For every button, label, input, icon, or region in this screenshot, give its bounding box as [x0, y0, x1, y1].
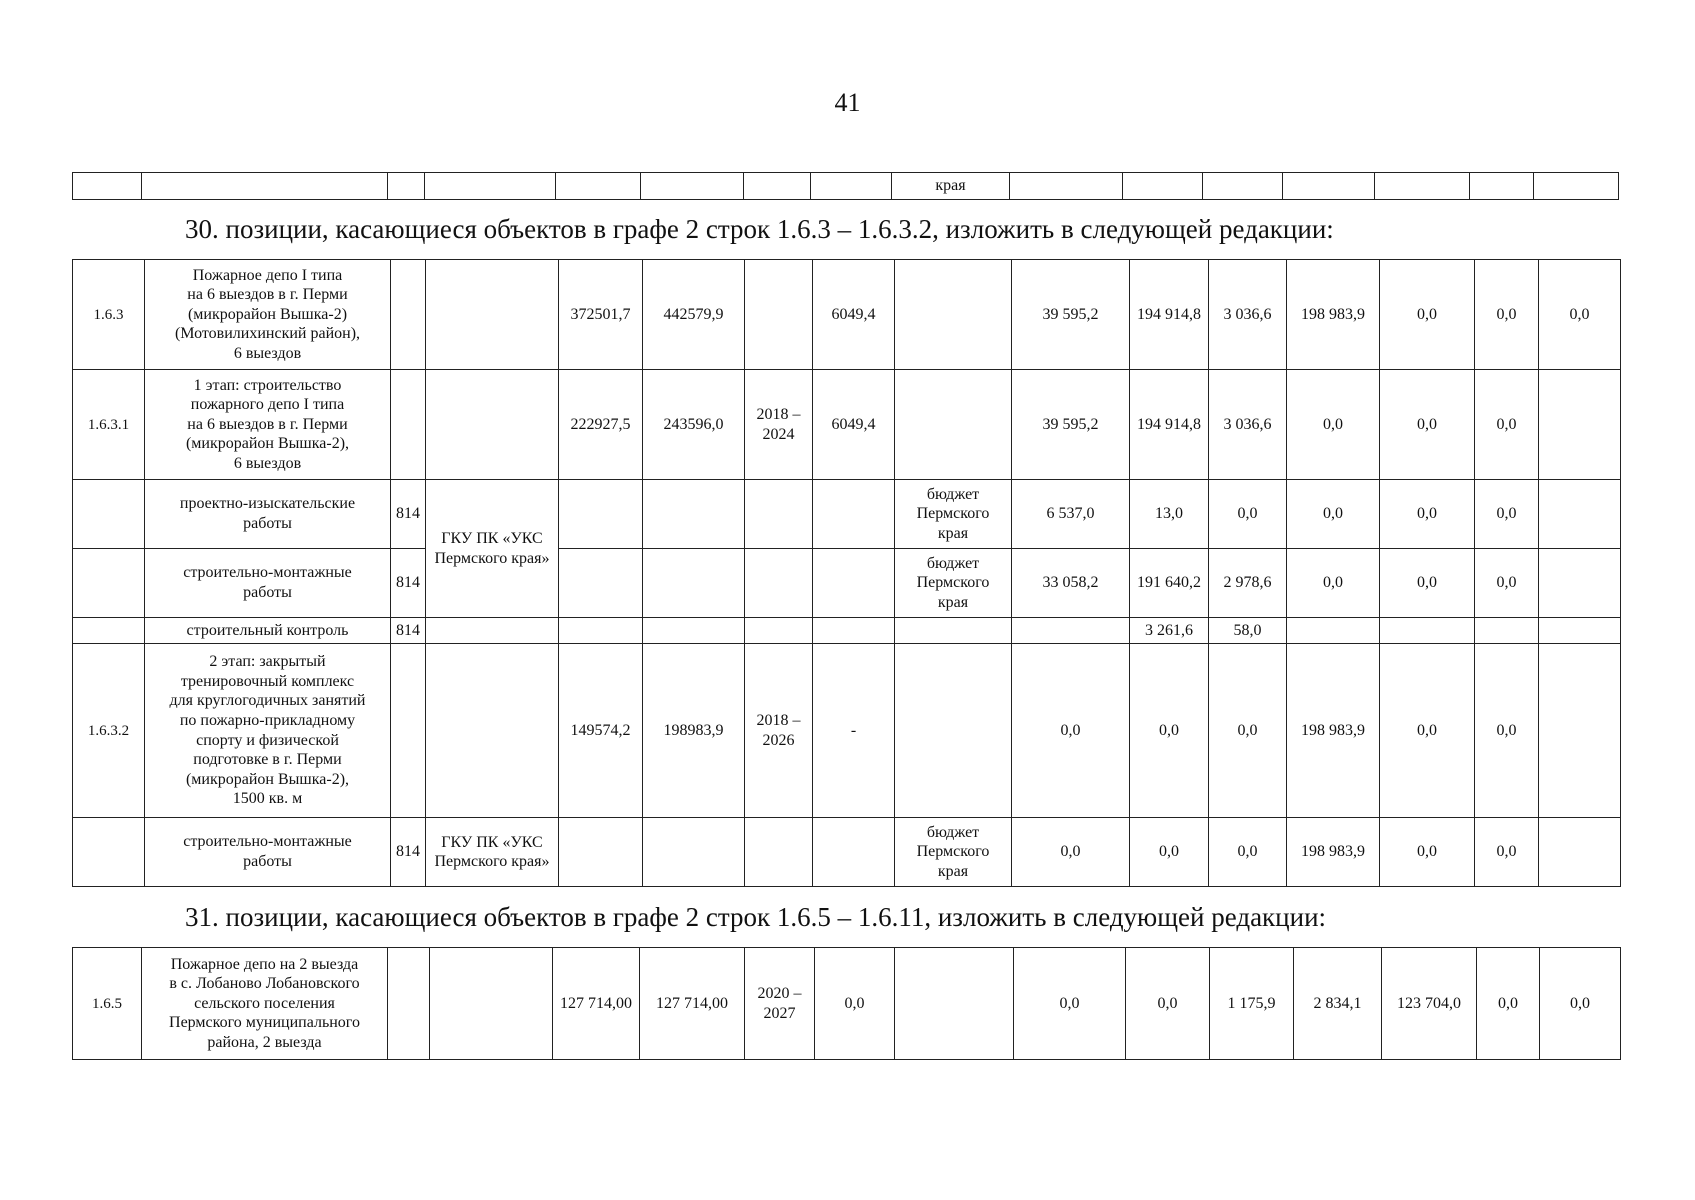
period-cell — [745, 818, 813, 887]
finance-value: 39 595,2 — [1012, 370, 1130, 480]
grbs-code: 814 — [391, 818, 426, 887]
finance-value: 0,0 — [1475, 370, 1539, 480]
finance-value: 194 914,8 — [1130, 370, 1209, 480]
cost-value: 127 714,00 — [640, 948, 745, 1060]
grbs-code: 814 — [391, 618, 426, 644]
finance-value: 6 537,0 — [1012, 480, 1130, 549]
cost-value — [643, 618, 745, 644]
grbs-code: 814 — [391, 480, 426, 549]
object-name: 2 этап: закрытый тренировочный комплекс для круглогодичных занятий по пожарно-прикладному спорту и физической подготовке в г. Перми (микрорайон Вышка-2), 1500 кв. м — [145, 644, 391, 818]
finance-value: 0,0 — [1012, 818, 1130, 887]
table-cell — [1375, 173, 1470, 200]
executor-cell — [426, 260, 559, 370]
table-row — [73, 644, 1621, 818]
finance-value: 0,0 — [1126, 948, 1210, 1060]
finance-value: 3 261,6 — [1130, 618, 1209, 644]
work-type: строительный контроль — [145, 618, 391, 644]
area-value — [813, 818, 895, 887]
funding-source — [895, 618, 1012, 644]
finance-value: 2 978,6 — [1209, 549, 1287, 618]
finance-value: 0,0 — [1475, 549, 1539, 618]
funding-source: бюджет Пермского края — [895, 818, 1012, 887]
funding-source: бюджет Пермского края — [895, 480, 1012, 549]
finance-value: 0,0 — [1475, 818, 1539, 887]
finance-value: 0,0 — [1012, 644, 1130, 818]
finance-value: 0,0 — [1380, 260, 1475, 370]
work-type: строительно-монтажные работы — [145, 549, 391, 618]
finance-value: 0,0 — [1287, 480, 1380, 549]
finance-value — [1539, 818, 1621, 887]
period-cell — [745, 549, 813, 618]
cost-value — [643, 549, 745, 618]
area-value: 0,0 — [815, 948, 895, 1060]
finance-value: 198 983,9 — [1287, 818, 1380, 887]
table-cell — [425, 173, 556, 200]
finance-value: 0,0 — [1540, 948, 1621, 1060]
executor-cell — [426, 618, 559, 644]
executor-cell — [430, 948, 553, 1060]
row-code — [73, 480, 145, 549]
table-cell — [811, 173, 892, 200]
row-code: 1.6.3 — [73, 260, 145, 370]
finance-value: 198 983,9 — [1287, 260, 1380, 370]
grbs-cell — [388, 948, 430, 1060]
finance-value: 0,0 — [1209, 644, 1287, 818]
table-row — [73, 480, 1621, 549]
capacity-value — [559, 480, 643, 549]
finance-value: 3 036,6 — [1209, 260, 1287, 370]
funding-source — [895, 370, 1012, 480]
row-code — [73, 549, 145, 618]
grbs-cell — [391, 370, 426, 480]
table-cell — [1534, 173, 1619, 200]
funding-source — [895, 948, 1014, 1060]
area-value: 6049,4 — [813, 260, 895, 370]
table-cell — [556, 173, 641, 200]
cost-value: 243596,0 — [643, 370, 745, 480]
row-code — [73, 818, 145, 887]
capacity-value — [559, 818, 643, 887]
finance-value — [1475, 618, 1539, 644]
work-type: проектно-изыскательские работы — [145, 480, 391, 549]
cost-value: 442579,9 — [643, 260, 745, 370]
area-value: - — [813, 644, 895, 818]
funding-source: бюджет Пермского края — [895, 549, 1012, 618]
finance-value — [1012, 618, 1130, 644]
table-cell — [388, 173, 425, 200]
finance-value: 0,0 — [1287, 549, 1380, 618]
previous-table-fragment — [72, 172, 1619, 200]
table-cell — [744, 173, 811, 200]
finance-value: 0,0 — [1380, 644, 1475, 818]
finance-value: 123 704,0 — [1382, 948, 1477, 1060]
finance-value: 2 834,1 — [1294, 948, 1382, 1060]
executor-name: ГКУ ПК «УКС Пермского края» — [426, 480, 559, 618]
area-value: 6049,4 — [813, 370, 895, 480]
page-number: 41 — [834, 88, 861, 117]
object-name: Пожарное депо на 2 выезда в с. Лобаново Лобановского сельского поселения Пермского муниципального района, 2 выезда — [142, 948, 388, 1060]
grbs-cell — [391, 260, 426, 370]
finance-value — [1380, 618, 1475, 644]
period-cell: 2018 – 2024 — [745, 370, 813, 480]
finance-value: 0,0 — [1539, 260, 1621, 370]
finance-value: 0,0 — [1130, 818, 1209, 887]
finance-value: 0,0 — [1287, 370, 1380, 480]
table-cell — [73, 173, 142, 200]
table-cell — [142, 173, 388, 200]
row-code: 1.6.3.2 — [73, 644, 145, 818]
finance-value: 0,0 — [1014, 948, 1126, 1060]
table-cell: края — [892, 173, 1010, 200]
table-row — [73, 549, 1621, 618]
table-cell — [1203, 173, 1283, 200]
section-30-table — [72, 259, 1621, 887]
finance-value: 0,0 — [1475, 260, 1539, 370]
period-cell — [745, 480, 813, 549]
cost-value: 198983,9 — [643, 644, 745, 818]
capacity-value: 372501,7 — [559, 260, 643, 370]
area-value — [813, 480, 895, 549]
finance-value: 194 914,8 — [1130, 260, 1209, 370]
table-row — [73, 818, 1621, 887]
finance-value — [1539, 644, 1621, 818]
capacity-value: 149574,2 — [559, 644, 643, 818]
finance-value: 0,0 — [1475, 644, 1539, 818]
finance-value: 0,0 — [1380, 549, 1475, 618]
finance-value: 0,0 — [1380, 480, 1475, 549]
capacity-value: 222927,5 — [559, 370, 643, 480]
finance-value — [1287, 618, 1380, 644]
period-cell — [745, 260, 813, 370]
finance-value — [1539, 480, 1621, 549]
table-cell — [1470, 173, 1534, 200]
period-cell: 2020 – 2027 — [745, 948, 815, 1060]
finance-value: 191 640,2 — [1130, 549, 1209, 618]
finance-value — [1539, 549, 1621, 618]
table-row — [73, 618, 1621, 644]
finance-value: 39 595,2 — [1012, 260, 1130, 370]
executor-cell — [426, 370, 559, 480]
work-type: строительно-монтажные работы — [145, 818, 391, 887]
executor-cell — [426, 644, 559, 818]
row-code: 1.6.5 — [73, 948, 142, 1060]
finance-value: 0,0 — [1130, 644, 1209, 818]
object-name: 1 этап: строительство пожарного депо I типа на 6 выездов в г. Перми (микрорайон Вышка-2), 6 выездов — [145, 370, 391, 480]
capacity-value — [559, 618, 643, 644]
table-row — [73, 948, 1621, 1060]
grbs-code: 814 — [391, 549, 426, 618]
finance-value: 0,0 — [1477, 948, 1540, 1060]
period-cell — [745, 618, 813, 644]
finance-value: 0,0 — [1380, 818, 1475, 887]
row-code: 1.6.3.1 — [73, 370, 145, 480]
finance-value: 33 058,2 — [1012, 549, 1130, 618]
section-30-heading: 30. позиции, касающиеся объектов в графе 2 строк 1.6.3 – 1.6.3.2, изложить в следующей редакции: — [185, 214, 1334, 244]
table-cell — [1123, 173, 1203, 200]
cost-value — [643, 480, 745, 549]
finance-value — [1539, 370, 1621, 480]
table-cell — [641, 173, 744, 200]
finance-value: 58,0 — [1209, 618, 1287, 644]
finance-value: 198 983,9 — [1287, 644, 1380, 818]
table-row — [73, 173, 1619, 200]
row-code — [73, 618, 145, 644]
section-31-heading: 31. позиции, касающиеся объектов в графе 2 строк 1.6.5 – 1.6.11, изложить в следующей редакции: — [185, 902, 1327, 932]
funding-source — [895, 260, 1012, 370]
object-name: Пожарное депо I типа на 6 выездов в г. Перми (микрорайон Вышка-2) (Мотовилихинский район), 6 выездов — [145, 260, 391, 370]
grbs-cell — [391, 644, 426, 818]
finance-value: 1 175,9 — [1210, 948, 1294, 1060]
executor-name: ГКУ ПК «УКС Пермского края» — [426, 818, 559, 887]
table-cell — [1010, 173, 1123, 200]
finance-value: 0,0 — [1380, 370, 1475, 480]
finance-value: 0,0 — [1209, 480, 1287, 549]
section-31-table — [72, 947, 1621, 1060]
funding-source — [895, 644, 1012, 818]
capacity-value: 127 714,00 — [553, 948, 640, 1060]
period-cell: 2018 – 2026 — [745, 644, 813, 818]
area-value — [813, 549, 895, 618]
table-cell — [1283, 173, 1375, 200]
finance-value — [1539, 618, 1621, 644]
finance-value: 13,0 — [1130, 480, 1209, 549]
finance-value: 0,0 — [1475, 480, 1539, 549]
finance-value: 0,0 — [1209, 818, 1287, 887]
table-row — [73, 260, 1621, 370]
capacity-value — [559, 549, 643, 618]
table-row — [73, 370, 1621, 480]
finance-value: 3 036,6 — [1209, 370, 1287, 480]
cost-value — [643, 818, 745, 887]
area-value — [813, 618, 895, 644]
